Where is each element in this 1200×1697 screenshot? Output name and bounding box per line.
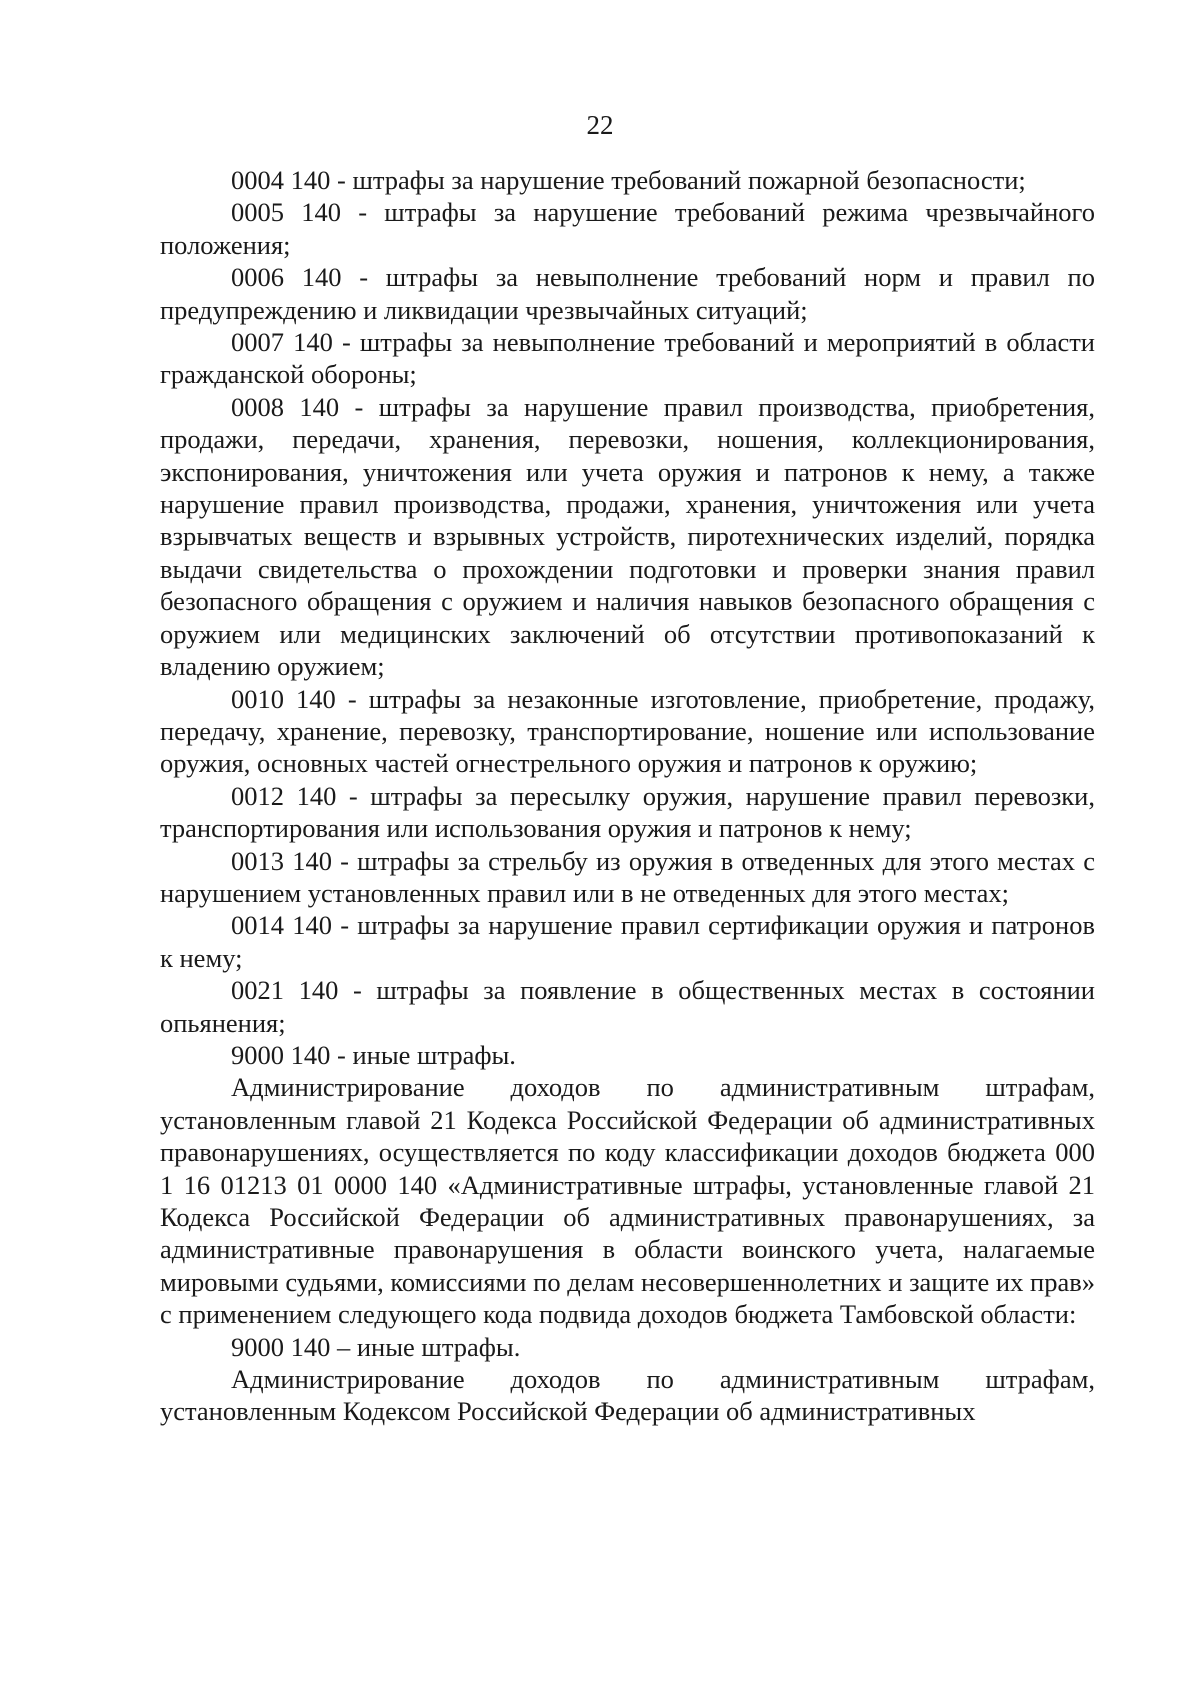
paragraph-fine-0007: 0007 140 - штрафы за невыполнение требований и мероприятий в области гражданской обороны;	[160, 327, 1095, 390]
paragraph-fine-0010: 0010 140 - штрафы за незаконные изготовление, приобретение, продажу, передачу, хранение, перевозку, транспортирование, ношение или использование оружия, основных частей огнестрельного оружия и патронов к оружию;	[160, 683, 1095, 779]
paragraph-fine-9000-other: 9000 140 – иные штрафы.	[231, 1331, 521, 1362]
paragraph-fine-0004: 0004 140 - штрафы за нарушение требований пожарной безопасности;	[231, 165, 1026, 195]
paragraph-administration-code: Администрирование доходов по административным штрафам, установленным Кодексом Российской Федерации об административных	[160, 1364, 1095, 1427]
paragraph-fine-9000: 9000 140 - иные штрафы.	[231, 1039, 516, 1070]
paragraph-fine-0008: 0008 140 - штрафы за нарушение правил производства, приобретения, продажи, передачи, хранения, перевозки, ношения, коллекционирования, экспонирования, уничтожения или учета оружия и патронов к нему, а также нарушение правил производства, продажи, хранения, уничтожения или учета взрывчатых веществ и взрывных устройств, пиротехнических изделий, порядка выдачи свидетельства о прохождении подготовки и проверки знания правил безопасного обращения с оружием и наличия навыков безопасного обращения с оружием или медицинских заключений об отсутствии противопоказаний к владению оружием;	[160, 391, 1095, 682]
document-body	[160, 164, 1095, 1428]
paragraph-fine-0021: 0021 140 - штрафы за появление в общественных местах в состоянии опьянения;	[160, 975, 1095, 1038]
paragraph-fine-0013: 0013 140 - штрафы за стрельбу из оружия в отведенных для этого местах с нарушением установленных правил или в не отведенных для этого местах;	[160, 845, 1095, 908]
page-number: 22	[586, 110, 614, 140]
paragraph-fine-0005: 0005 140 - штрафы за нарушение требований режима чрезвычайного положения;	[160, 197, 1095, 260]
paragraph-fine-0014: 0014 140 - штрафы за нарушение правил сертификации оружия и патронов к нему;	[160, 910, 1095, 973]
paragraph-fine-0012: 0012 140 - штрафы за пересылку оружия, нарушение правил перевозки, транспортирования или использования оружия и патронов к нему;	[160, 780, 1095, 844]
paragraph-administration-chapter-21: Администрирование доходов по административным штрафам, установленным главой 21 Кодекса Российской Федерации об административных правонарушениях, осуществляется по коду классификации доходов бюджета 000 1 16 01213 01 0000 140 «Административные штрафы, установленные главой 21 Кодекса Российской Федерации об административных правонарушениях, за административные правонарушения в области воинского учета, налагаемые мировыми судьями, комиссиями по делам несовершеннолетних и защите их прав» с применением следующего кода подвида доходов бюджета Тамбовской области:	[160, 1072, 1095, 1330]
paragraph-fine-0006: 0006 140 - штрафы за невыполнение требований норм и правил по предупреждению и ликвидации чрезвычайных ситуаций;	[160, 262, 1095, 325]
